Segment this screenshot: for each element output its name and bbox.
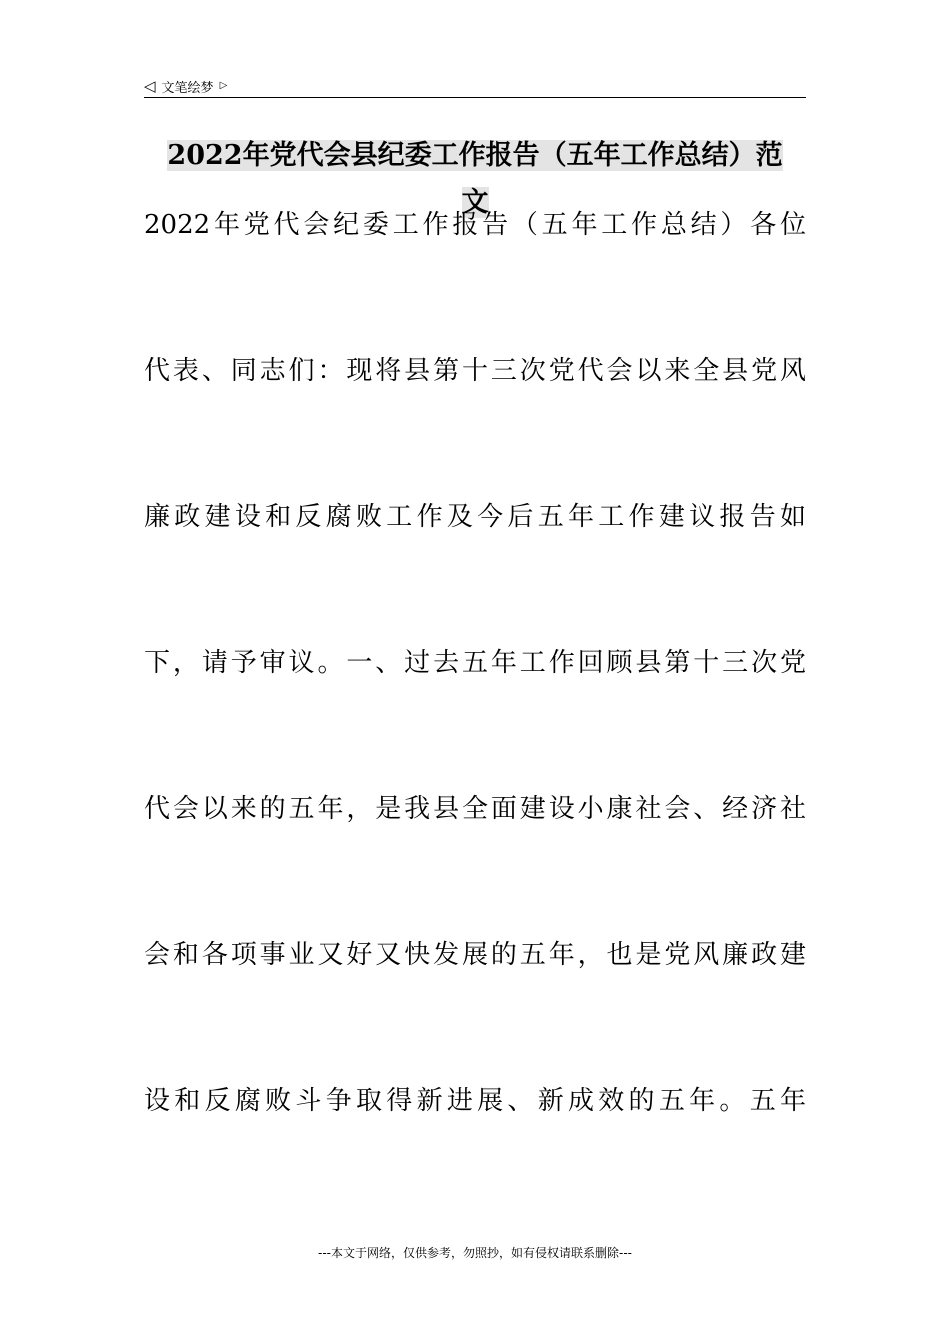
- page-header: [144, 74, 806, 98]
- header-brand: 文笔绘梦: [161, 80, 214, 96]
- body-line: 代会以来的五年，是我县全面建设小康社会、经济社: [144, 794, 806, 824]
- body-line: 廉政建设和反腐败工作及今后五年工作建议报告如: [144, 502, 806, 532]
- body-line: 2022年党代会纪委工作报告（五年工作总结）各位: [144, 210, 806, 240]
- body-line: 会和各项事业又好又快发展的五年，也是党风廉政建: [144, 940, 806, 970]
- title-line-2: 文: [461, 187, 489, 218]
- body-line: 代表、同志们：现将县第十三次党代会以来全县党风: [144, 356, 806, 386]
- header-divider: [144, 97, 806, 98]
- body-line: 设和反腐败斗争取得新进展、新成效的五年。五年: [144, 1086, 806, 1116]
- body-line: 下，请予审议。一、过去五年工作回顾县第十三次党: [144, 648, 806, 678]
- right-triangle-icon: ▷: [219, 80, 228, 91]
- left-triangle-icon: ◁: [144, 76, 156, 95]
- footer-notice: ---本文于网络，仅供参考，勿照抄，如有侵权请联系删除---: [318, 1246, 632, 1260]
- title-line-1: 2022年党代会县纪委工作报告（五年工作总结）范: [167, 140, 783, 171]
